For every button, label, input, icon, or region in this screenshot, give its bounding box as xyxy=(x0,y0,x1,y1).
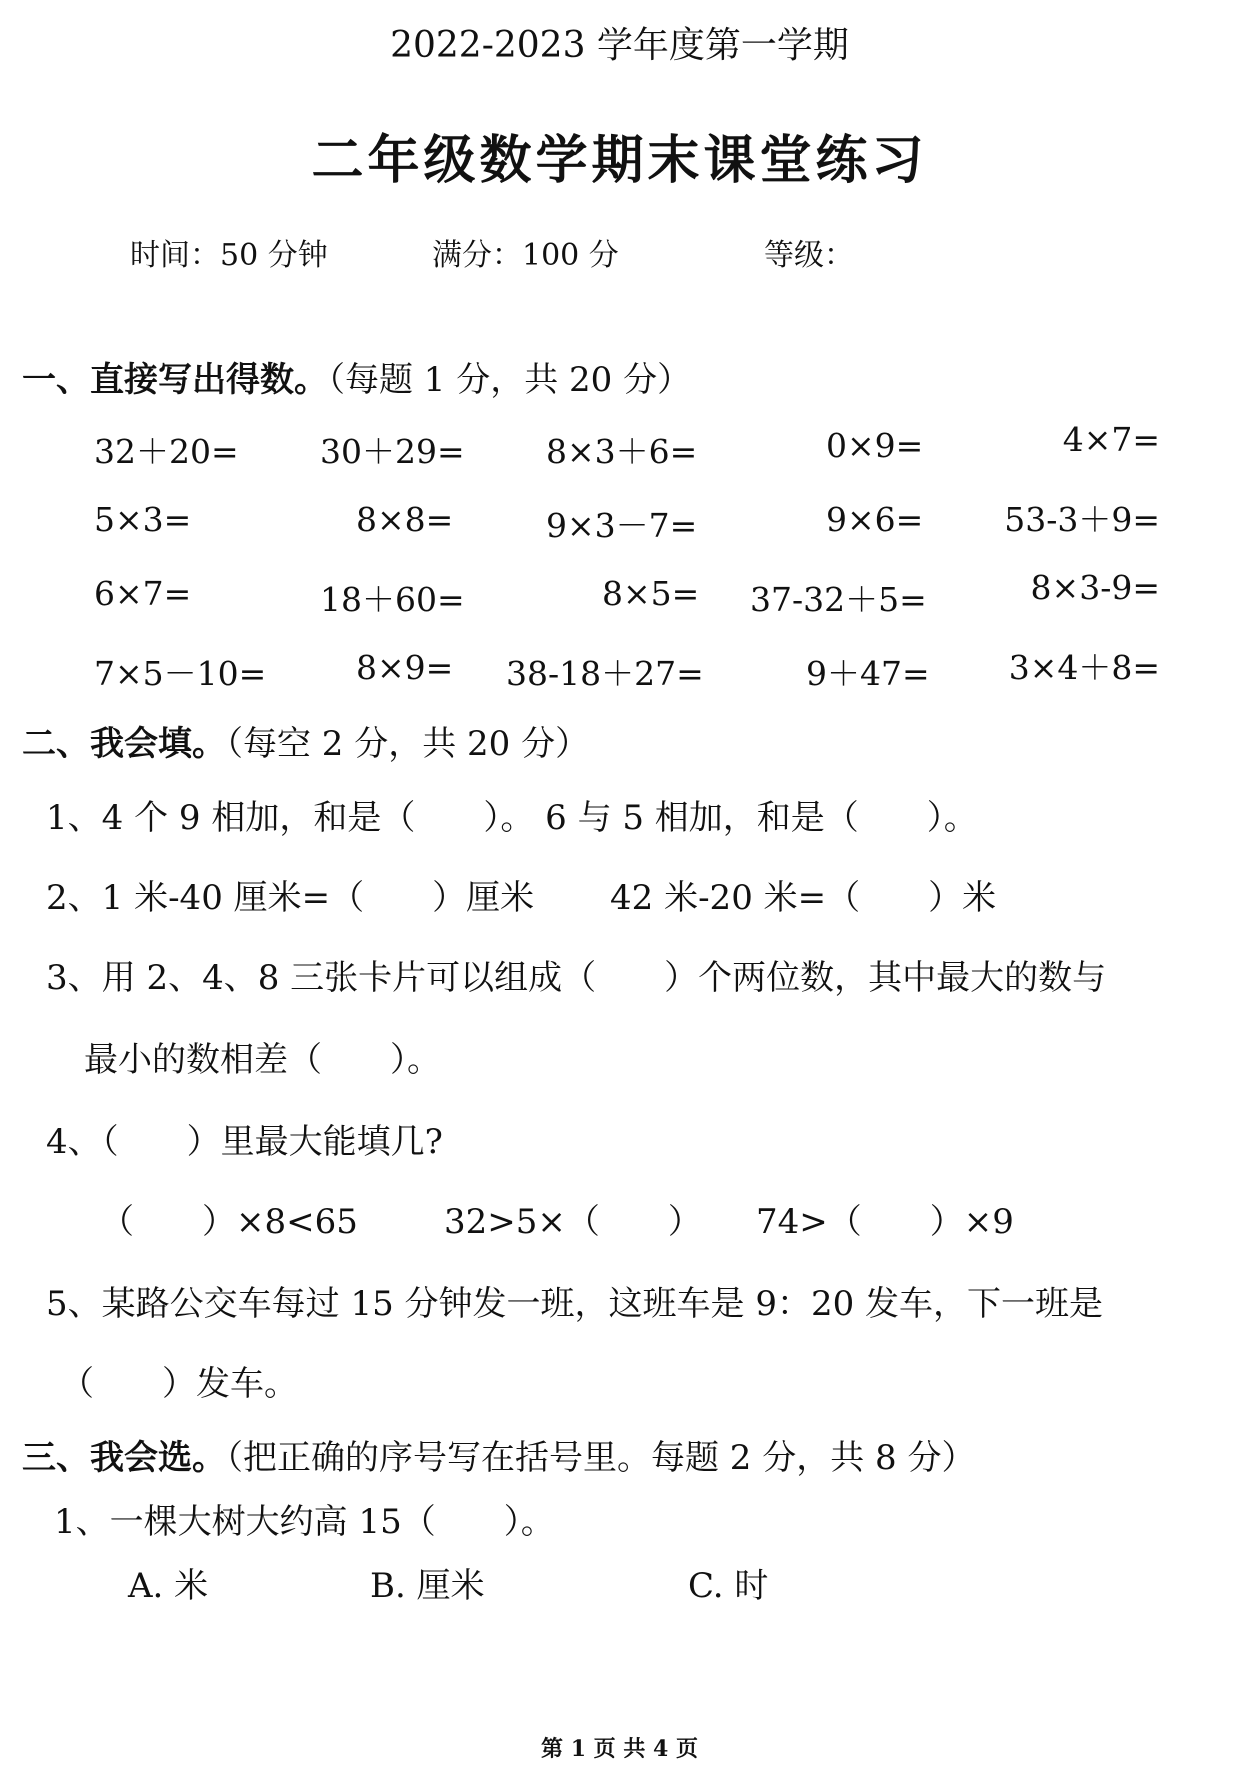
section3-title: 三、我会选。 xyxy=(22,1438,226,1478)
fill-question-4b: 32>5×（ ） xyxy=(444,1202,702,1242)
exercise-4-2: 8×9= xyxy=(356,648,454,687)
exercise-1-3: 8×3＋6= xyxy=(546,432,698,471)
fill-question-2b: 42 米-20 米=（ ）米 xyxy=(610,878,997,918)
exercise-3-2: 18＋60= xyxy=(320,580,465,619)
exercise-1-1: 32＋20= xyxy=(94,432,239,471)
exercise-1-5: 4×7= xyxy=(1062,420,1160,459)
exercise-3-4: 37-32＋5= xyxy=(750,580,927,619)
fill-question-3b: 最小的数相差（ ）。 xyxy=(84,1040,441,1080)
section1-note: （每题 1 分，共 20 分） xyxy=(328,360,692,400)
choice-question-1: 1、一棵大树大约高 15（ ）。 xyxy=(54,1502,555,1542)
exercise-4-4: 9＋47= xyxy=(806,654,930,693)
fill-question-1: 1、4 个 9 相加，和是（ ）。 6 与 5 相加，和是（ ）。 xyxy=(46,798,978,838)
exercise-2-3: 9×3－7= xyxy=(546,506,698,545)
exercise-4-3: 38-18＋27= xyxy=(506,654,704,693)
exercise-4-5: 3×4＋8= xyxy=(1008,648,1160,687)
page-number: 第 1 页 共 4 页 xyxy=(541,1736,698,1762)
exercise-3-1: 6×7= xyxy=(94,574,192,613)
exercise-2-2: 8×8= xyxy=(356,500,454,539)
exercise-3-5: 8×3-9= xyxy=(1030,568,1160,607)
fill-question-4: 4、（ ）里最大能填几? xyxy=(46,1122,443,1162)
section2-title: 二、我会填。 xyxy=(22,724,226,764)
exercise-2-5: 53-3＋9= xyxy=(1004,500,1160,539)
fill-question-4a: （ ）×8<65 xyxy=(100,1202,358,1242)
section2-note: （每空 2 分，共 20 分） xyxy=(226,724,590,764)
fill-question-3a: 3、用 2、4、8 三张卡片可以组成（ ）个两位数，其中最大的数与 xyxy=(46,958,1107,998)
term-heading: 2022-2023 学年度第一学期 xyxy=(390,25,849,66)
exercise-2-4: 9×6= xyxy=(826,500,924,539)
exercise-2-1: 5×3= xyxy=(94,500,192,539)
section3-heading xyxy=(22,1430,976,1479)
full-score: 满分：100 分 xyxy=(432,238,619,273)
choice-option-a: A. 米 xyxy=(128,1566,209,1606)
section3-note: （把正确的序号写在括号里。每题 2 分，共 8 分） xyxy=(226,1438,976,1478)
fill-question-4c: 74>（ ）×9 xyxy=(756,1202,1014,1242)
fill-question-2a: 2、1 米-40 厘米=（ ）厘米 xyxy=(46,878,535,918)
page-title: 二年级数学期末课堂练习 xyxy=(311,130,928,191)
exercise-1-2: 30＋29= xyxy=(320,432,465,471)
exercise-1-4: 0×9= xyxy=(826,426,924,465)
fill-question-5b: （ ）发车。 xyxy=(60,1364,298,1404)
exercise-3-3: 8×5= xyxy=(602,574,700,613)
exercise-4-1: 7×5－10= xyxy=(94,654,267,693)
choice-option-b: B. 厘米 xyxy=(370,1566,485,1606)
section2-heading xyxy=(22,716,589,765)
section1-title: 一、直接写出得数。 xyxy=(22,360,328,400)
fill-question-5a: 5、某路公交车每过 15 分钟发一班，这班车是 9：20 发车，下一班是 xyxy=(46,1284,1104,1324)
section1-heading xyxy=(22,352,691,401)
exam-time: 时间：50 分钟 xyxy=(130,238,328,273)
grade-label: 等级： xyxy=(764,238,854,273)
choice-option-c: C. 时 xyxy=(688,1566,769,1606)
